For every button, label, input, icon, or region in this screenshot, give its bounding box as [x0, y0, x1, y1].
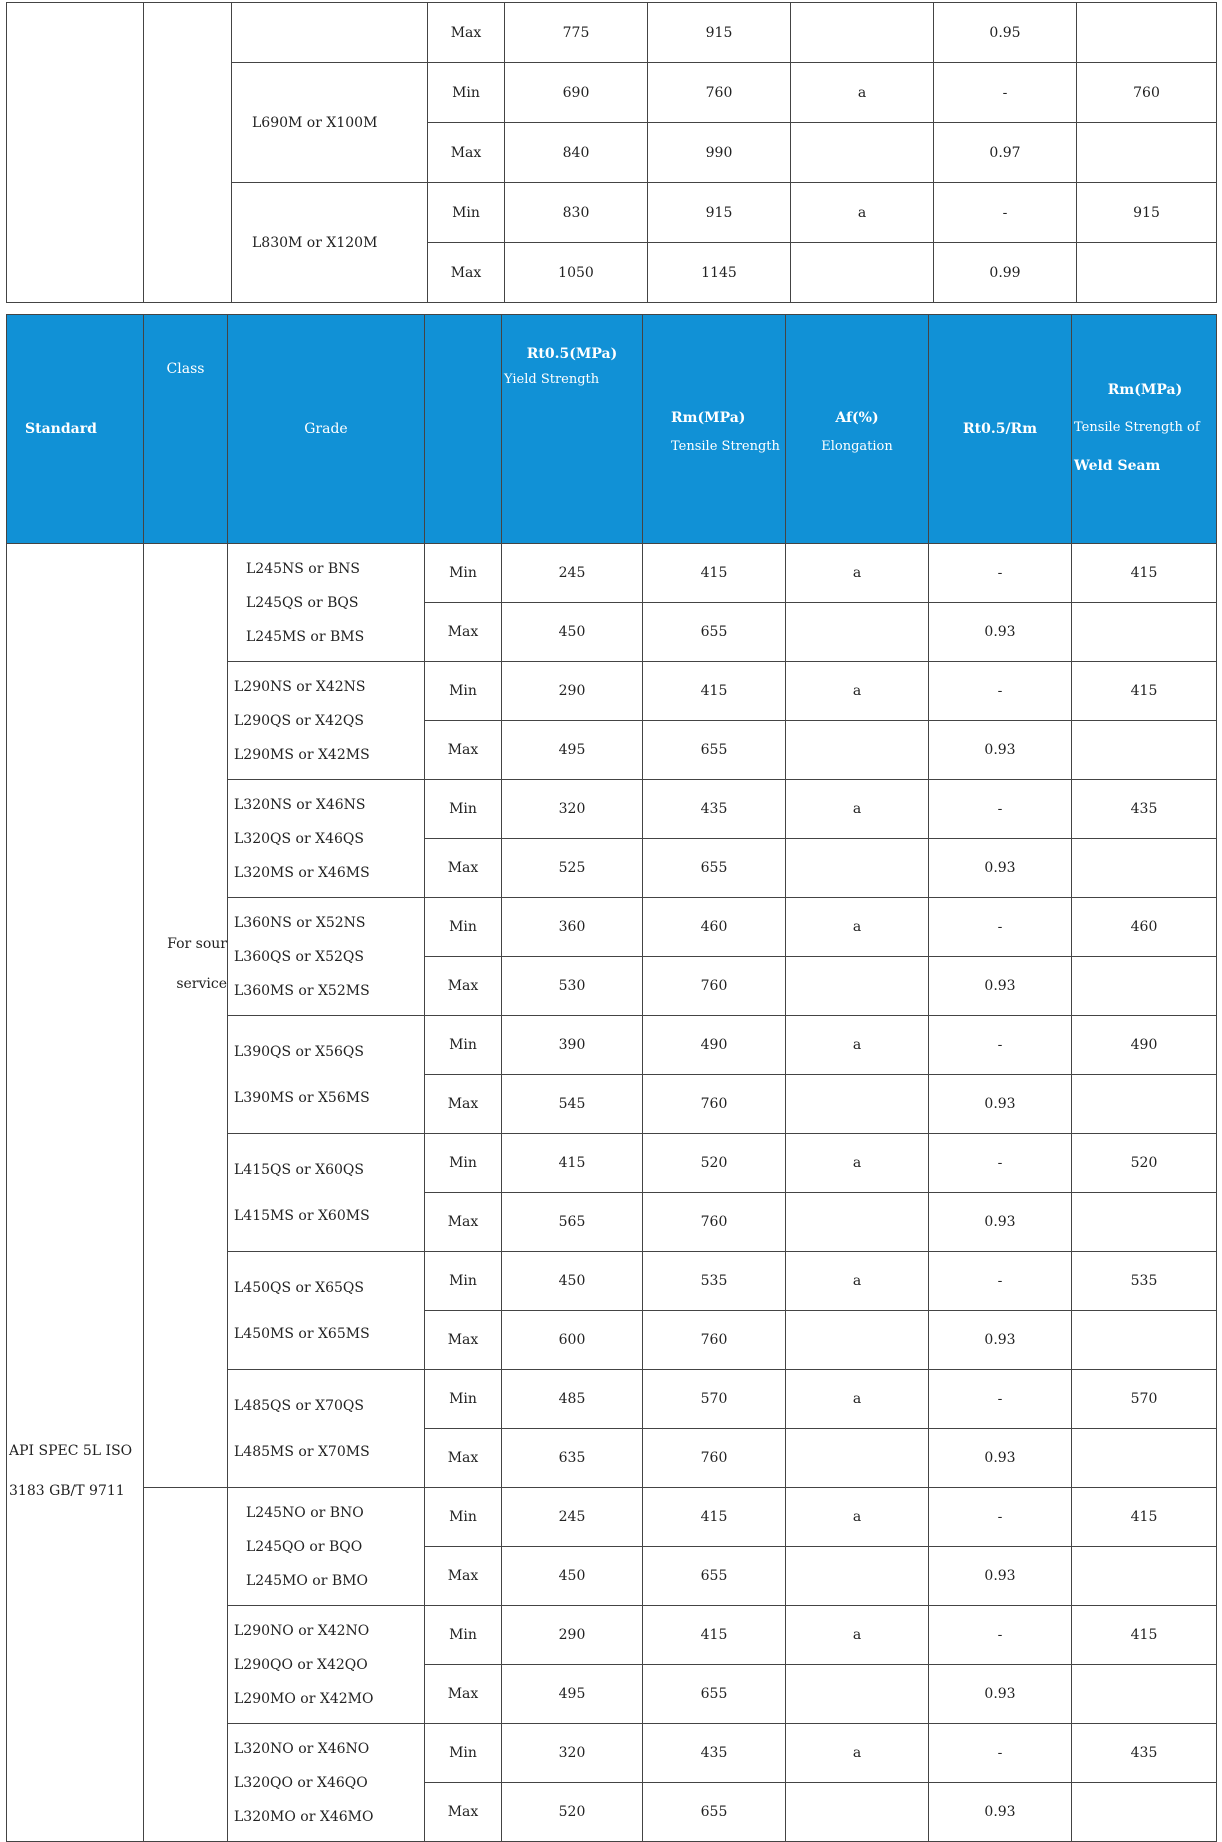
- header-tensile-label: Tensile Strength: [671, 439, 780, 454]
- header-elongation-unit: Af(%): [835, 410, 879, 426]
- ratio-cell: -: [929, 544, 1072, 603]
- tensile-cell: 570: [643, 1370, 786, 1429]
- weld-cell: 520: [1072, 1134, 1217, 1193]
- ratio-cell: -: [929, 1724, 1072, 1783]
- grade-line: L485MS or X70MS: [234, 1443, 370, 1460]
- weld-cell: 415: [1072, 1606, 1217, 1665]
- limit-cell: Min: [425, 1724, 502, 1783]
- ratio-cell: -: [934, 63, 1077, 123]
- yield-cell: 485: [502, 1370, 643, 1429]
- header-weld-unit: Rm(MPa): [1107, 382, 1183, 398]
- grade-line: L245MS or BMS: [246, 628, 365, 645]
- table-row: [7, 1488, 1217, 1547]
- ratio-cell: -: [929, 662, 1072, 721]
- limit-cell: Max: [425, 839, 502, 898]
- grade-line: L485QS or X70QS: [234, 1397, 364, 1414]
- grade-line: L320MS or X46MS: [234, 864, 370, 881]
- header-yield-label: Yield Strength: [504, 372, 600, 387]
- elong-cell: a: [786, 1134, 929, 1193]
- weld-cell: [1072, 1429, 1217, 1488]
- ratio-cell: 0.93: [929, 1547, 1072, 1606]
- yield-cell: 320: [502, 780, 643, 839]
- header-elongation: [786, 315, 929, 544]
- weld-cell: 570: [1072, 1370, 1217, 1429]
- header-class: Class: [144, 315, 228, 544]
- elong-cell: a: [786, 1370, 929, 1429]
- limit-cell: Min: [425, 780, 502, 839]
- grade-line: L415QS or X60QS: [234, 1161, 364, 1178]
- yield-cell: 290: [502, 1606, 643, 1665]
- limit-cell: Min: [425, 1252, 502, 1311]
- weld-cell: 415: [1072, 1488, 1217, 1547]
- tensile-cell: 655: [643, 603, 786, 662]
- grade-line: L320NO or X46NO: [234, 1740, 370, 1757]
- elong-cell: a: [786, 544, 929, 603]
- weld-cell: [1072, 957, 1217, 1016]
- header-weld-label-2: Weld Seam: [1074, 458, 1161, 474]
- tensile-cell: 520: [643, 1134, 786, 1193]
- ratio-cell: -: [934, 183, 1077, 243]
- weld-cell: 490: [1072, 1016, 1217, 1075]
- tensile-cell: 760: [643, 1311, 786, 1370]
- limit-cell: Max: [425, 957, 502, 1016]
- weld-cell: [1072, 1311, 1217, 1370]
- weld-cell: [1077, 243, 1217, 303]
- limit-cell: Max: [425, 1429, 502, 1488]
- grade-cell: [228, 662, 425, 780]
- header-yield-unit: Rt0.5(MPa): [526, 346, 618, 362]
- elong-cell: [786, 1193, 929, 1252]
- elong-cell: a: [786, 1488, 929, 1547]
- standard-cell: [7, 3, 144, 303]
- ratio-cell: -: [929, 1134, 1072, 1193]
- tensile-cell: 760: [643, 1193, 786, 1252]
- grade-line: L290MS or X42MS: [234, 746, 370, 763]
- top-table-body: [7, 3, 1217, 303]
- ratio-cell: -: [929, 1370, 1072, 1429]
- weld-cell: [1072, 1783, 1217, 1842]
- grade-line: L320MO or X46MO: [234, 1808, 374, 1825]
- yield-cell: 245: [502, 1488, 643, 1547]
- weld-cell: 535: [1072, 1252, 1217, 1311]
- elong-cell: a: [786, 898, 929, 957]
- grade-line: L290MO or X42MO: [234, 1690, 374, 1707]
- ratio-cell: 0.93: [929, 957, 1072, 1016]
- ratio-cell: 0.93: [929, 1193, 1072, 1252]
- yield-cell: 775: [505, 3, 648, 63]
- weld-cell: [1072, 603, 1217, 662]
- ratio-cell: -: [929, 1488, 1072, 1547]
- ratio-cell: 0.99: [934, 243, 1077, 303]
- limit-cell: Max: [425, 603, 502, 662]
- yield-cell: 290: [502, 662, 643, 721]
- grade-cell: [228, 1134, 425, 1252]
- limit-cell: Max: [428, 3, 505, 63]
- elong-cell: a: [786, 780, 929, 839]
- header-limit: [425, 315, 502, 544]
- limit-cell: Max: [425, 1311, 502, 1370]
- grade-cell: [228, 898, 425, 1016]
- tensile-cell: 655: [643, 1783, 786, 1842]
- limit-cell: Min: [425, 662, 502, 721]
- grade-line: L245QO or BQO: [246, 1538, 363, 1555]
- elong-cell: [786, 1311, 929, 1370]
- limit-cell: Max: [425, 1665, 502, 1724]
- limit-cell: Min: [425, 898, 502, 957]
- ratio-cell: 0.93: [929, 1075, 1072, 1134]
- elong-cell: [786, 721, 929, 780]
- tensile-cell: 460: [643, 898, 786, 957]
- yield-cell: 320: [502, 1724, 643, 1783]
- grade-line: L450QS or X65QS: [234, 1279, 364, 1296]
- grade-cell: [228, 1252, 425, 1370]
- grade-line: L360QS or X52QS: [234, 948, 364, 965]
- tensile-cell: 760: [643, 957, 786, 1016]
- elong-cell: [786, 1665, 929, 1724]
- top-table-fragment: [6, 2, 1217, 303]
- tensile-cell: 760: [648, 63, 791, 123]
- limit-cell: Max: [425, 1193, 502, 1252]
- weld-cell: 415: [1072, 662, 1217, 721]
- yield-cell: 495: [502, 1665, 643, 1724]
- tensile-cell: 915: [648, 3, 791, 63]
- tensile-cell: 435: [643, 780, 786, 839]
- limit-cell: Min: [425, 544, 502, 603]
- class-cell-2: [144, 1488, 228, 1842]
- grade-cell: L830M or X120M: [232, 183, 428, 303]
- weld-cell: [1072, 721, 1217, 780]
- yield-cell: 495: [502, 721, 643, 780]
- weld-cell: [1072, 1665, 1217, 1724]
- tensile-cell: 760: [643, 1429, 786, 1488]
- grade-line: L320QS or X46QS: [234, 830, 364, 847]
- limit-cell: Min: [428, 183, 505, 243]
- yield-cell: 530: [502, 957, 643, 1016]
- grade-line: L360NS or X52NS: [234, 914, 366, 931]
- tensile-cell: 655: [643, 1547, 786, 1606]
- ratio-cell: -: [929, 1016, 1072, 1075]
- limit-cell: Max: [425, 1783, 502, 1842]
- yield-cell: 360: [502, 898, 643, 957]
- grade-cell: [228, 1606, 425, 1724]
- grade-cell: [228, 780, 425, 898]
- elong-cell: [786, 1783, 929, 1842]
- header-standard: Standard: [7, 315, 144, 544]
- tensile-cell: 415: [643, 1606, 786, 1665]
- header-weld: [1072, 315, 1217, 544]
- grade-line: L415MS or X60MS: [234, 1207, 370, 1224]
- yield-cell: 450: [502, 603, 643, 662]
- ratio-cell: -: [929, 780, 1072, 839]
- limit-cell: Max: [428, 123, 505, 183]
- grade-line: L320NS or X46NS: [234, 796, 366, 813]
- grade-cell: [232, 3, 428, 63]
- table-row: [7, 544, 1217, 603]
- tensile-cell: 760: [643, 1075, 786, 1134]
- header-yield: [502, 315, 643, 544]
- yield-cell: 525: [502, 839, 643, 898]
- elong-cell: [786, 839, 929, 898]
- ratio-cell: 0.93: [929, 603, 1072, 662]
- elong-cell: [791, 243, 934, 303]
- elong-cell: a: [791, 183, 934, 243]
- grade-line: L290NS or X42NS: [234, 678, 366, 695]
- grade-line: L290QS or X42QS: [234, 712, 364, 729]
- elong-cell: [786, 603, 929, 662]
- weld-cell: 435: [1072, 1724, 1217, 1783]
- yield-cell: 840: [505, 123, 648, 183]
- elong-cell: [786, 1429, 929, 1488]
- elong-cell: [791, 3, 934, 63]
- limit-cell: Min: [425, 1016, 502, 1075]
- grade-cell: [228, 1488, 425, 1606]
- ratio-cell: 0.93: [929, 1429, 1072, 1488]
- tensile-cell: 655: [643, 721, 786, 780]
- tensile-cell: 655: [643, 839, 786, 898]
- yield-cell: 390: [502, 1016, 643, 1075]
- yield-cell: 690: [505, 63, 648, 123]
- weld-cell: 415: [1072, 544, 1217, 603]
- header-weld-label: Tensile Strength of: [1074, 420, 1200, 435]
- ratio-cell: 0.95: [934, 3, 1077, 63]
- grade-line: L320QO or X46QO: [234, 1774, 368, 1791]
- weld-cell: [1072, 1547, 1217, 1606]
- grade-cell: [228, 1370, 425, 1488]
- tensile-cell: 535: [643, 1252, 786, 1311]
- grade-line: L245MO or BMO: [246, 1572, 368, 1589]
- elong-cell: [791, 123, 934, 183]
- elong-cell: a: [786, 662, 929, 721]
- yield-cell: 565: [502, 1193, 643, 1252]
- weld-cell: [1072, 839, 1217, 898]
- ratio-cell: -: [929, 1252, 1072, 1311]
- yield-cell: 1050: [505, 243, 648, 303]
- limit-cell: Min: [425, 1606, 502, 1665]
- weld-cell: [1072, 1193, 1217, 1252]
- grade-line: L450MS or X65MS: [234, 1325, 370, 1342]
- limit-cell: Min: [428, 63, 505, 123]
- grade-line: L245NO or BNO: [246, 1504, 364, 1521]
- header-tensile: [643, 315, 786, 544]
- header-row: [7, 315, 1217, 544]
- ratio-cell: 0.93: [929, 721, 1072, 780]
- limit-cell: Min: [425, 1370, 502, 1429]
- ratio-cell: -: [929, 1606, 1072, 1665]
- grade-line: L245NS or BNS: [246, 560, 361, 577]
- weld-cell: 915: [1077, 183, 1217, 243]
- grade-cell: [228, 1016, 425, 1134]
- elong-cell: [786, 1075, 929, 1134]
- grade-cell: [228, 1724, 425, 1842]
- grade-line: L290QO or X42QO: [234, 1656, 368, 1673]
- elong-cell: [786, 957, 929, 1016]
- weld-cell: [1077, 123, 1217, 183]
- limit-cell: Max: [425, 1547, 502, 1606]
- standard-cell: API SPEC 5L ISO 3183 GB/T 9711: [7, 544, 144, 1842]
- limit-cell: Min: [425, 1488, 502, 1547]
- limit-cell: Max: [425, 721, 502, 780]
- tensile-cell: 990: [648, 123, 791, 183]
- yield-cell: 600: [502, 1311, 643, 1370]
- elong-cell: a: [791, 63, 934, 123]
- ratio-cell: 0.93: [929, 1311, 1072, 1370]
- yield-cell: 450: [502, 1252, 643, 1311]
- table-row: [7, 3, 1217, 63]
- grade-line: L245QS or BQS: [246, 594, 359, 611]
- elong-cell: a: [786, 1252, 929, 1311]
- grade-line: L390MS or X56MS: [234, 1089, 370, 1106]
- tensile-cell: 415: [643, 662, 786, 721]
- limit-cell: Min: [425, 1134, 502, 1193]
- header-grade: Grade: [228, 315, 425, 544]
- grade-cell: L690M or X100M: [232, 63, 428, 183]
- header-tensile-unit: Rm(MPa): [671, 410, 746, 426]
- elong-cell: [786, 1547, 929, 1606]
- weld-cell: 460: [1072, 898, 1217, 957]
- class-cell: For sour service: [144, 544, 228, 1488]
- ratio-cell: 0.93: [929, 1783, 1072, 1842]
- tensile-cell: 490: [643, 1016, 786, 1075]
- yield-cell: 545: [502, 1075, 643, 1134]
- yield-cell: 635: [502, 1429, 643, 1488]
- yield-cell: 830: [505, 183, 648, 243]
- tensile-cell: 435: [643, 1724, 786, 1783]
- grade-line: L360MS or X52MS: [234, 982, 370, 999]
- class-cell: [144, 3, 232, 303]
- weld-cell: [1072, 1075, 1217, 1134]
- tensile-cell: 1145: [648, 243, 791, 303]
- weld-cell: 760: [1077, 63, 1217, 123]
- tensile-cell: 655: [643, 1665, 786, 1724]
- elong-cell: a: [786, 1016, 929, 1075]
- limit-cell: Max: [425, 1075, 502, 1134]
- grade-cell: [228, 544, 425, 662]
- ratio-cell: 0.93: [929, 1665, 1072, 1724]
- ratio-cell: -: [929, 898, 1072, 957]
- tensile-cell: 415: [643, 544, 786, 603]
- ratio-cell: 0.97: [934, 123, 1077, 183]
- properties-table: [6, 314, 1217, 1842]
- yield-cell: 450: [502, 1547, 643, 1606]
- yield-cell: 415: [502, 1134, 643, 1193]
- yield-cell: 520: [502, 1783, 643, 1842]
- grade-line: L390QS or X56QS: [234, 1043, 364, 1060]
- tensile-cell: 415: [643, 1488, 786, 1547]
- header-elongation-label: Elongation: [821, 439, 893, 454]
- grade-line: L290NO or X42NO: [234, 1622, 370, 1639]
- ratio-cell: 0.93: [929, 839, 1072, 898]
- header-ratio: Rt0.5/Rm: [929, 315, 1072, 544]
- tensile-cell: 915: [648, 183, 791, 243]
- weld-cell: [1077, 3, 1217, 63]
- limit-cell: Max: [428, 243, 505, 303]
- properties-table-body: [7, 544, 1217, 1842]
- weld-cell: 435: [1072, 780, 1217, 839]
- yield-cell: 245: [502, 544, 643, 603]
- elong-cell: a: [786, 1606, 929, 1665]
- elong-cell: a: [786, 1724, 929, 1783]
